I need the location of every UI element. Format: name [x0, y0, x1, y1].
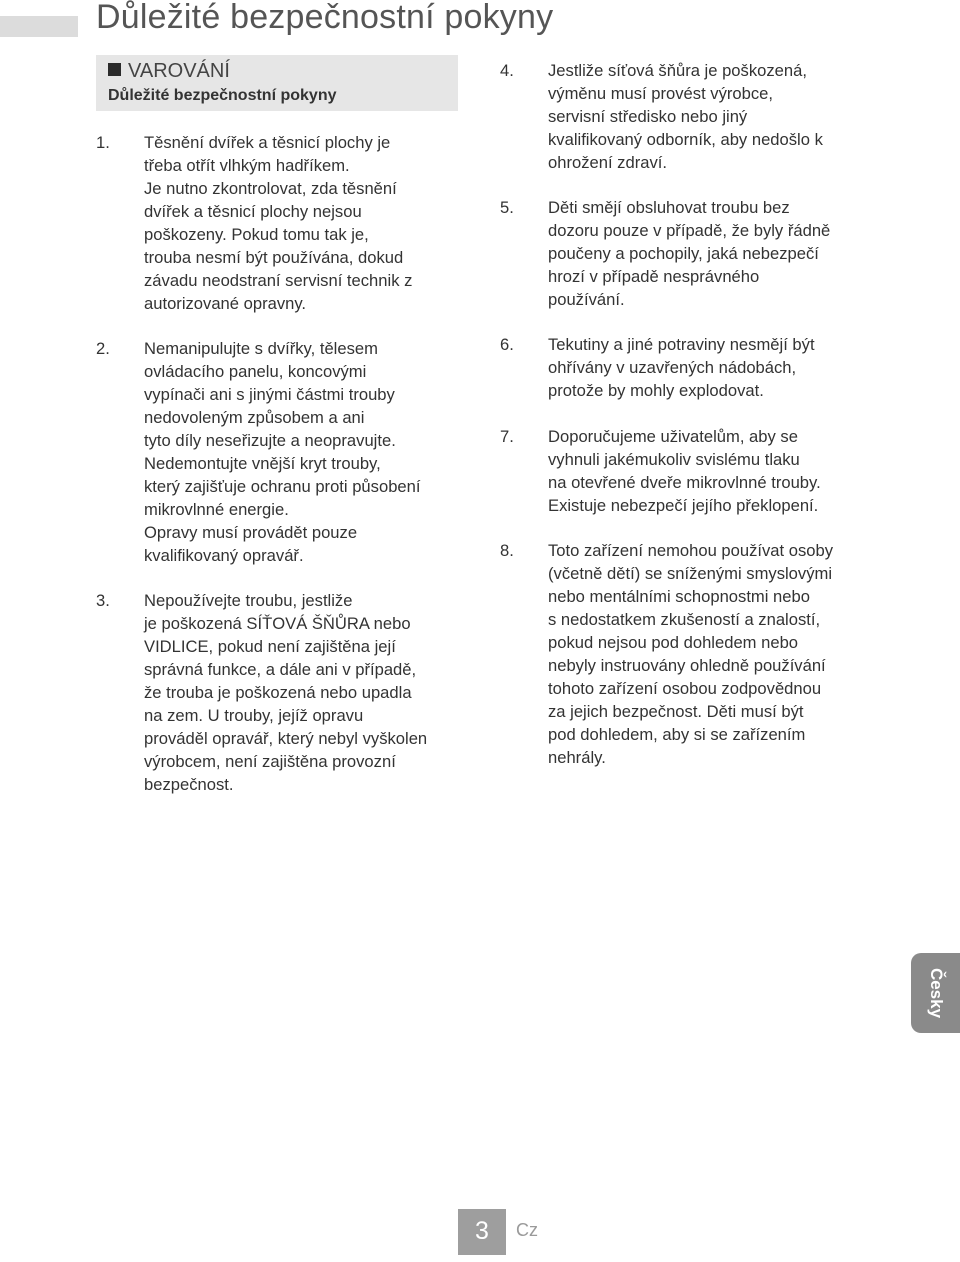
item-text-line: výrobcem, není zajištěna provozní: [144, 752, 396, 771]
item-text-line: ovládacího panelu, koncovými: [144, 362, 367, 381]
item-text-line: Doporučujeme uživatelům, aby se: [548, 427, 798, 446]
warning-box: [96, 55, 458, 111]
item-text-line: dvířek a těsnicí plochy nejsou: [144, 202, 362, 221]
item-text-line: který zajišťuje ochranu proti působení: [144, 477, 421, 496]
item-text-line: protože by mohly explodovat.: [548, 381, 764, 400]
item-text-line: Nedemontujte vnější kryt trouby,: [144, 454, 381, 473]
item-text-line: (včetně dětí) se sníženými smyslovými: [548, 564, 833, 583]
item-text-line: pokud nejsou pod dohledem nebo: [548, 633, 799, 652]
item-text-line: servisní středisko nebo jiný: [548, 107, 748, 126]
item-text-line: vyhnuli jakémukoliv svislému tlaku: [548, 450, 800, 469]
item-text-line: za jejich bezpečnost. Děti musí být: [548, 702, 804, 721]
item-text: [144, 337, 421, 567]
item-number: 6.: [500, 335, 514, 354]
item-number: 1.: [96, 133, 110, 152]
item-text-line: Těsnění dvířek a těsnicí plochy je: [144, 133, 391, 152]
item-number: 8.: [500, 541, 514, 560]
item-text-line: bezpečnost.: [144, 775, 234, 794]
item-number: 2.: [96, 339, 110, 358]
item-text-line: Nepoužívejte troubu, jestliže: [144, 591, 353, 610]
item-text-line: Děti smějí obsluhovat troubu bez: [548, 198, 790, 217]
item-text-line: s nedostatkem zkušeností a znalostí,: [548, 610, 821, 629]
warning-heading-text: VAROVÁNÍ: [128, 60, 230, 82]
item-text: [144, 589, 427, 796]
item-text-line: poučeny a pochopily, jaká nebezpečí: [548, 244, 819, 263]
item-text-line: tohoto zařízení osobou zodpovědnou: [548, 679, 822, 698]
item-text-line: nedovoleným způsobem a ani: [144, 408, 365, 427]
item-text-line: na zem. U trouby, jejíž opravu: [144, 706, 364, 725]
item-text-line: správná funkce, a dále ani v případě,: [144, 660, 417, 679]
item-text-line: Opravy musí provádět pouze: [144, 523, 358, 542]
item-text-line: závadu neodstraní servisní technik z: [144, 271, 413, 290]
item-text-line: Je nutno zkontrolovat, zda těsnění: [144, 179, 397, 198]
warning-heading: [108, 60, 230, 83]
square-bullet-icon: [108, 63, 121, 76]
item-text-line: kvalifikovaný opravář.: [144, 546, 304, 565]
item-text-line: výměnu musí provést výrobce,: [548, 84, 774, 103]
item-text: [144, 131, 412, 315]
warning-subheading: Důležité bezpečnostní pokyny: [108, 87, 337, 104]
side-tab-label: Česky: [926, 967, 946, 1019]
header-bar: [0, 16, 78, 37]
item-text-line: trouba nesmí být používána, dokud: [144, 248, 404, 267]
item-text-line: vypínači ani s jinými částmi trouby: [144, 385, 395, 404]
item-text-line: nehrály.: [548, 748, 606, 767]
item-text: [548, 59, 823, 174]
item-text-line: Tekutiny a jiné potraviny nesmějí být: [548, 335, 815, 354]
item-text-line: ohrožení zdraví.: [548, 153, 667, 172]
item-text-line: prováděl opravář, který nebyl vyškolen: [144, 729, 428, 748]
item-text-line: že trouba je poškozená nebo upadla: [144, 683, 412, 702]
item-text: [548, 425, 821, 517]
item-text-line: ohřívány v uzavřených nádobách,: [548, 358, 797, 377]
language-code: Cz: [516, 1220, 538, 1240]
item-text-line: Jestliže síťová šňůra je poškozená,: [548, 61, 807, 80]
item-text-line: pod dohledem, aby si se zařízením: [548, 725, 806, 744]
item-text-line: třeba otřít vlhkým hadříkem.: [144, 156, 350, 175]
item-text-line: dozoru pouze v případě, že byly řádně: [548, 221, 831, 240]
item-text-line: Existuje nebezpečí jejího překlopení.: [548, 496, 819, 515]
page-number: 3: [475, 1217, 489, 1245]
page-number-box: [458, 1209, 506, 1255]
item-text-line: Nemanipulujte s dvířky, tělesem: [144, 339, 378, 358]
item-text-line: nebo mentálními schopnostmi nebo: [548, 587, 810, 606]
item-text-line: na otevřené dveře mikrovlnné trouby.: [548, 473, 821, 492]
language-side-tab: [911, 953, 960, 1033]
item-text-line: Toto zařízení nemohou používat osoby: [548, 541, 834, 560]
item-text-line: kvalifikovaný odborník, aby nedošlo k: [548, 130, 823, 149]
item-text-line: hrozí v případě nesprávného: [548, 267, 760, 286]
item-number: 5.: [500, 198, 514, 217]
item-text: [548, 196, 830, 311]
item-text-line: VIDLICE, pokud není zajištěna její: [144, 637, 396, 656]
item-number: 7.: [500, 427, 514, 446]
item-number: 3.: [96, 591, 110, 610]
item-text-line: je poškozená SÍŤOVÁ ŠŇŮRA nebo: [144, 614, 411, 633]
item-text-line: autorizované opravny.: [144, 294, 307, 313]
item-text-line: tyto díly neseřizujte a neopravujte.: [144, 431, 396, 450]
item-text: [548, 333, 815, 402]
item-text-line: mikrovlnné energie.: [144, 500, 289, 519]
item-number: 4.: [500, 61, 514, 80]
item-text: [548, 539, 833, 769]
page-title: Důležité bezpečnostní pokyny: [96, 0, 554, 36]
item-text-line: nebyly instruovány ohledně používání: [548, 656, 826, 675]
item-text-line: používání.: [548, 290, 625, 309]
item-text-line: poškozeny. Pokud tomu tak je,: [144, 225, 369, 244]
